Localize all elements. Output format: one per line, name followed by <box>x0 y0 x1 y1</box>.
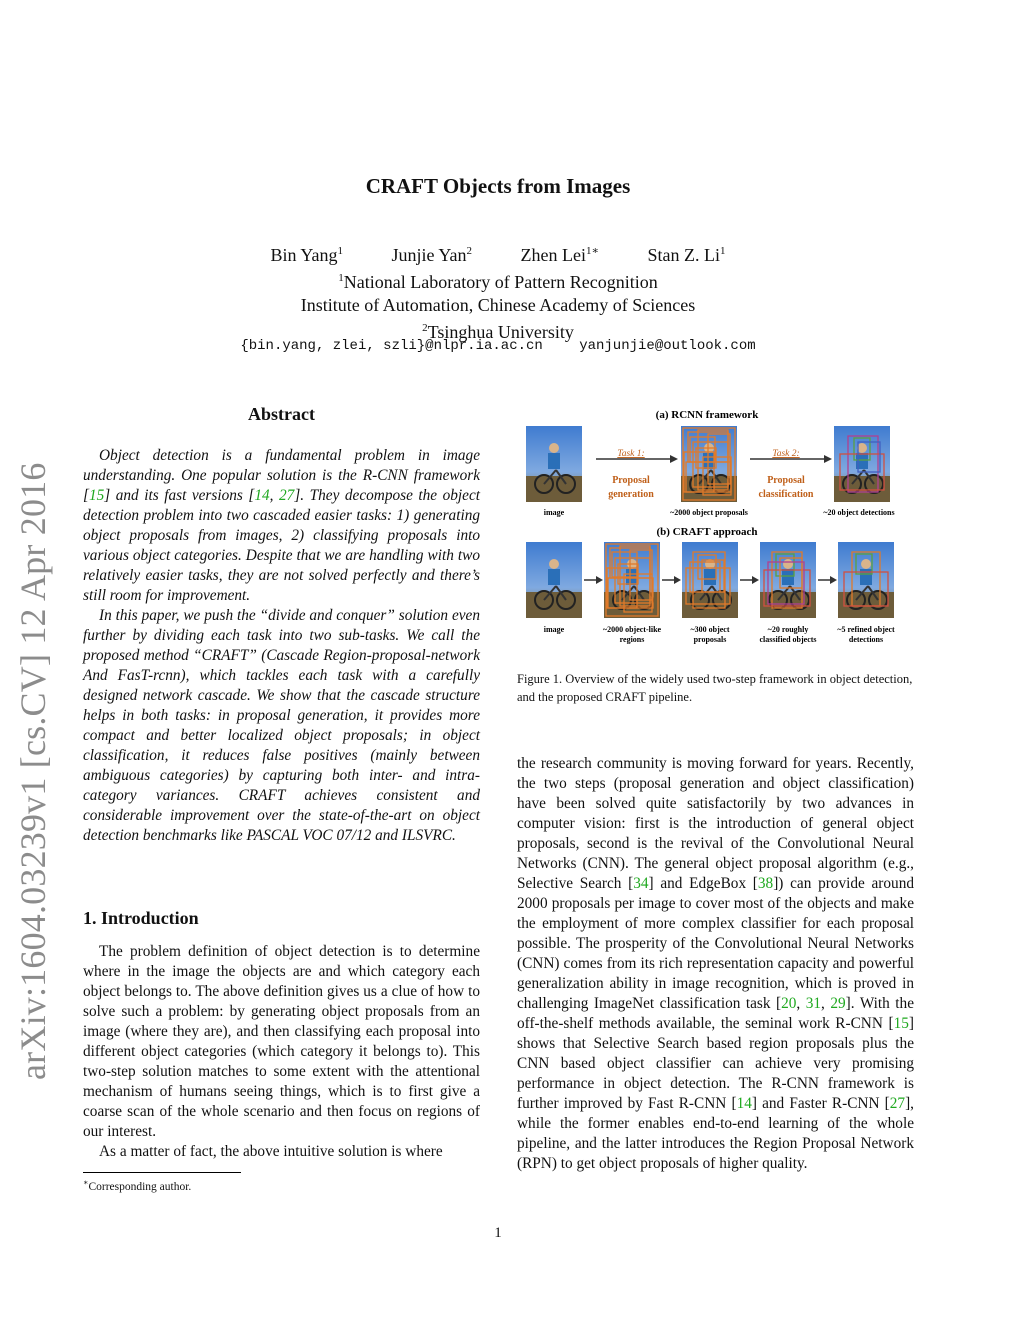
figure-label: ~2000 object proposals <box>670 508 748 517</box>
figure-label: detections <box>848 635 884 644</box>
citation-link[interactable]: 27 <box>279 487 295 504</box>
email[interactable]: yanjunjie@outlook.com <box>579 338 756 354</box>
citation-link[interactable]: 15 <box>88 487 105 504</box>
abstract-text <box>83 446 480 846</box>
author: Junjie Yan$^2$ <box>391 245 473 265</box>
paragraph: Object detection is a fundamental problem in image understanding. One popular solution is the R-CNN framework [15] and its fast versions [14, 27]. They decompose the object detection problem into two cascaded easier tasks: 1) generating object proposals from images, 2) classifying proposals into various object categories. Despite that we are handling with two relatively easier tasks, they are not solved perfectly and there’s still room for improvement. <box>83 447 481 604</box>
paper-title: CRAFT Objects from Images <box>365 174 631 198</box>
figure-label: proposals <box>693 635 727 644</box>
figure-label: classified objects <box>759 635 817 644</box>
task1-desc: generation <box>608 489 654 500</box>
figure-label: ~2000 object-like <box>602 625 662 634</box>
author: Zhen Lei$^{1∗}$ <box>520 245 599 265</box>
intro-text-continued <box>517 754 914 1174</box>
citation-link[interactable]: 34 <box>633 875 649 892</box>
figure-label: regions <box>619 635 645 644</box>
task2-label: Task 2: <box>772 449 800 459</box>
photo-image <box>526 542 582 618</box>
citation-link[interactable]: 27 <box>889 1095 906 1112</box>
affiliation: $^1$National Laboratory of Pattern Recognition <box>338 272 658 292</box>
photo-image <box>526 426 582 502</box>
email[interactable]: {bin.yang, zlei, szli}@nlpr.ia.ac.cn <box>240 338 543 354</box>
figure-label: ~20 object detections <box>823 508 895 517</box>
task1-desc: Proposal <box>612 475 650 486</box>
figure-title-a: (a) RCNN framework <box>655 409 759 421</box>
affiliation: $^2$Tsinghua University <box>422 322 574 342</box>
footnote: ∗Corresponding author. <box>83 1178 192 1193</box>
arxiv-watermark: arXiv:1604.03239v1 [cs.CV] 12 Apr 2016 <box>13 462 53 1080</box>
citation-link[interactable]: 15 <box>893 1015 909 1032</box>
section-heading: 1. Introduction <box>83 908 199 928</box>
intro-text <box>83 942 480 1162</box>
figure-label: ~20 roughly <box>767 625 809 634</box>
author-block <box>0 240 996 344</box>
footnote-rule <box>83 1172 241 1173</box>
figure-1 <box>518 402 912 648</box>
task2-desc: classification <box>758 489 814 500</box>
task1-label: Task 1: <box>617 449 645 459</box>
citation-link[interactable]: 20 <box>781 995 797 1012</box>
citation-link[interactable]: 14 <box>736 1095 752 1112</box>
figure-label: ~5 refined object <box>837 625 895 634</box>
figure-label: image <box>543 625 565 634</box>
paragraph: As a matter of fact, the above intuitive solution is where <box>99 1143 443 1160</box>
citation-link[interactable]: 38 <box>757 875 774 892</box>
paragraph: The problem definition of object detection is to determine where in the image the objects are and which category each object belongs to. The above definition gives us a clue of how to solve such a problem: by generating object proposals from an image (where they are), and then classifying each proposal into different object categories (which category it belongs to). This two-step solution matches to some extent with the attentional mechanism of humans seeing things, which is to first give a coarse scan of the whole scenario and then focus on regions of our interest. <box>83 943 480 1140</box>
citation-link[interactable]: 31 <box>805 995 822 1012</box>
figure-title-b: (b) CRAFT approach <box>656 526 758 538</box>
citation-link[interactable]: 14 <box>254 487 270 504</box>
author: Stan Z. Li$^1$ <box>647 245 726 265</box>
paragraph: the research community is moving forward for years. Recently, the two steps (proposal generation and object classification) have been solved quite satisfactorily by two advances in computer vision: first is the introduction of general object proposals, second is the revival of the Convolutional Neural Networks (CNN). The general object proposal algorithm (e.g., Selective Search [34] and EdgeBox [38]) can provide around 2000 proposals per image to cover most of the objects and make the employment of more complex classifier for each proposal possible. The prosperity of the Convolutional Neural Networks (CNN) comes from its rich representation capacity and powerful generalization ability in image recognition, which is proved in challenging ImageNet classification task [20, 31, 29]. With the off-the-shelf methods available, the seminal work R-CNN [15] shows that Selective Search based region proposals plus the CNN based object classifier can achieve very promising performance in object detection. The R-CNN framework is further improved by Fast R-CNN [14] and Faster R-CNN [27], while the former enables end-to-end learning of the whole pipeline, and the latter introduces the Region Proposal Network (RPN) to get object proposals of higher quality. <box>517 755 914 1172</box>
figure-label: ~300 object <box>690 625 730 634</box>
email-line <box>0 338 996 354</box>
figure-caption: Figure 1. Overview of the widely used two-step framework in object detection, and the proposed CRAFT pipeline. <box>517 672 913 704</box>
task2-desc: Proposal <box>767 475 805 486</box>
citation-link[interactable]: 29 <box>830 995 846 1012</box>
abstract-heading: Abstract <box>248 404 315 424</box>
author: Bin Yang$^1$ <box>270 245 344 265</box>
figure-label: image <box>543 508 565 517</box>
affiliation: Institute of Automation, Chinese Academy of Sciences <box>300 295 696 315</box>
page-number: 1 <box>494 1225 502 1241</box>
paragraph: In this paper, we push the “divide and conquer” solution even further by dividing each task into two sub-tasks. We call the proposed method “CRAFT” (Cascade Region-proposal-network And FasT-rcnn), which tackles each task with a carefully designed network cascade. We show that the cascade structure helps in both tasks: in proposal generation, it provides more compact and better localized object proposals; in object classification, it reduces false positives (mainly between ambiguous categories) by capturing both inter- and intra-category variances. CRAFT achieves consistent and considerable improvement over the state-of-the-art on object detection benchmarks like PASCAL VOC 07/12 and ILSVRC. <box>83 607 480 844</box>
